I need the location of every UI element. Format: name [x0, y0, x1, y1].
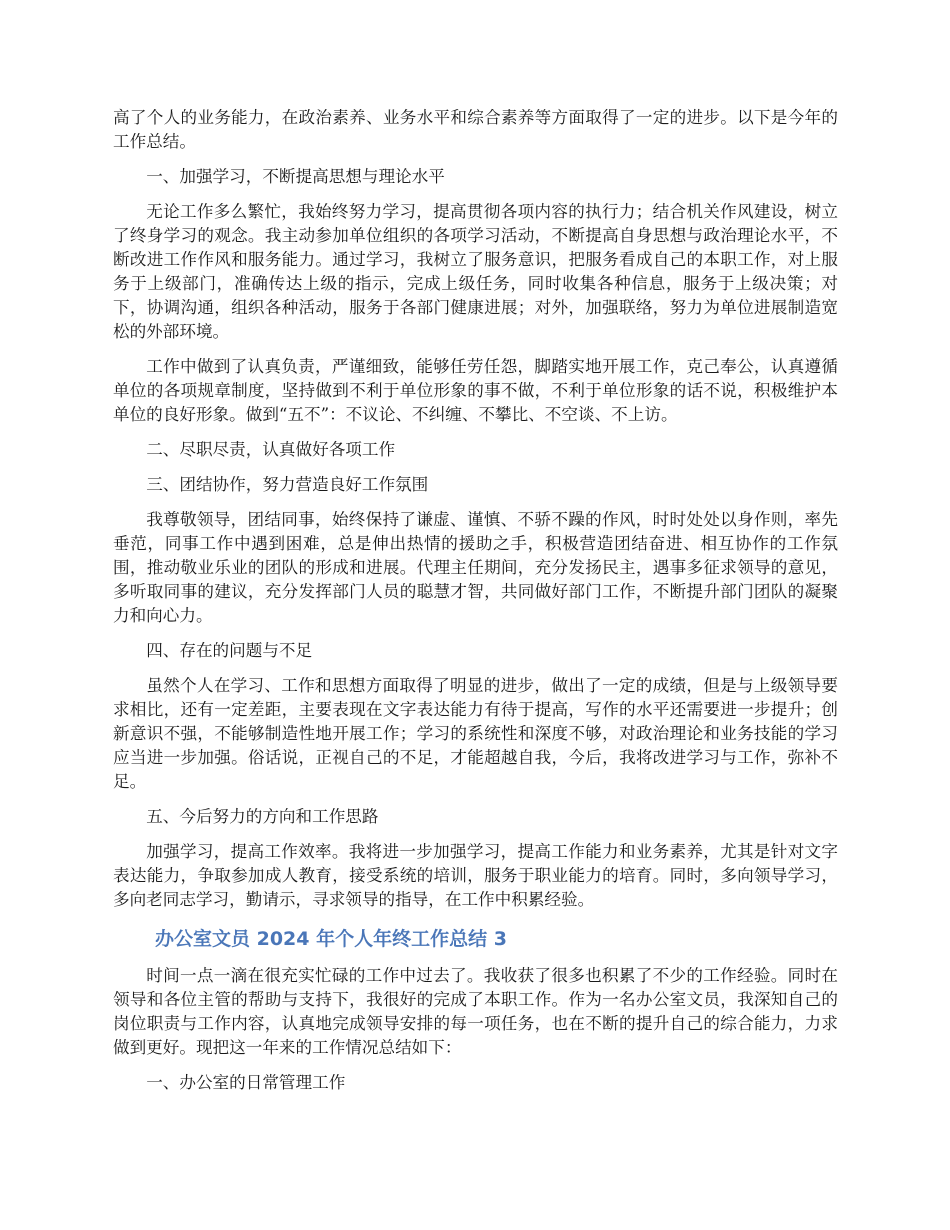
- heading-shortcomings: 四、存在的问题与不足: [146, 641, 313, 660]
- document-body: [113, 106, 838, 1106]
- paragraph-shortcomings: 虽然个人在学习、工作和思想方面取得了明显的进步，做出了一定的成绩，但是与上级领导要求相比，还有一定差距，主要表现在文字表达能力有待于提高，写作的水平还需要进一步提升；创新意识不强，不能够制造性地开展工作；学习的系统性和深度不够，对政治理论和业务技能的学习应当进一步加强。俗话说，正视自己的不足，才能超越自我，今后，我将改进学习与工作，弥补不足。: [113, 676, 838, 791]
- heading-duties: 二、尽职尽责，认真做好各项工作: [146, 440, 396, 459]
- paragraph-study: 无论工作多么繁忙，我始终努力学习，提高贯彻各项内容的执行力；结合机关作风建设，树立了终身学习的观念。我主动参加单位组织的各项学习活动，不断提高自身思想与政治理论水平，不断改进工作作风和服务能力。通过学习，我树立了服务意识，把服务看成自己的本职工作，对上服务于上级部门，准确传达上级的指示，完成上级任务，同时收集各种信息，服务于上级决策；对下，协调沟通，组织各种活动，服务于各部门健康进展；对外，加强联络，努力为单位进展制造宽松的外部环境。: [113, 202, 838, 341]
- section-title: 办公室文员 2024 年个人年终工作总结 3: [155, 928, 507, 950]
- paragraph-future-direction: 加强学习，提高工作效率。我将进一步加强学习，提高工作能力和业务素养，尤其是针对文字表达能力，争取参加成人教育，接受系统的培训，服务于职业能力的培育。同时，多向领导学习，多向老同志学习，勤请示，寻求领导的指导，在工作中积累经验。: [113, 842, 838, 909]
- heading-office-management: 一、办公室的日常管理工作: [146, 1073, 346, 1092]
- paragraph-year-review: 时间一点一滴在很充实忙碌的工作中过去了。我收获了很多也积累了不少的工作经验。同时在领导和各位主管的帮助与支持下，我很好的完成了本职工作。作为一名办公室文员，我深知自己的岗位职责与工作内容，认真地完成领导安排的每一项任务，也在不断的提升自己的综合能力，力求做到更好。现把这一年来的工作情况总结如下：: [113, 966, 838, 1057]
- heading-study: 一、加强学习，不断提高思想与理论水平: [146, 167, 445, 186]
- heading-future-direction: 五、今后努力的方向和工作思路: [146, 807, 379, 826]
- paragraph-teamwork: 我尊敬领导，团结同事，始终保持了谦虚、谨慎、不骄不躁的作风，时时处处以身作则，率先垂范，同事工作中遇到困难，总是伸出热情的援助之手，积极营造团结奋进、相互协作的工作氛围，推动敬业乐业的团队的形成和进展。代理主任期间，充分发扬民主，遇事多征求领导的意见，多听取同事的建议，充分发挥部门人员的聪慧才智，共同做好部门工作，不断提升部门团队的凝聚力和向心力。: [113, 510, 838, 625]
- paragraph-conduct: 工作中做到了认真负责，严谨细致，能够任劳任怨，脚踏实地开展工作，克己奉公，认真遵循单位的各项规章制度，坚持做到不利于单位形象的事不做，不利于单位形象的话不说，积极维护本单位的良好形象。做到“五不”：不议论、不纠缠、不攀比、不空谈、不上访。: [113, 357, 838, 424]
- heading-teamwork: 三、团结协作，努力营造良好工作氛围: [146, 475, 429, 494]
- intro-continuation-paragraph: 高了个人的业务能力，在政治素养、业务水平和综合素养等方面取得了一定的进步。以下是今年的工作总结。: [113, 108, 838, 151]
